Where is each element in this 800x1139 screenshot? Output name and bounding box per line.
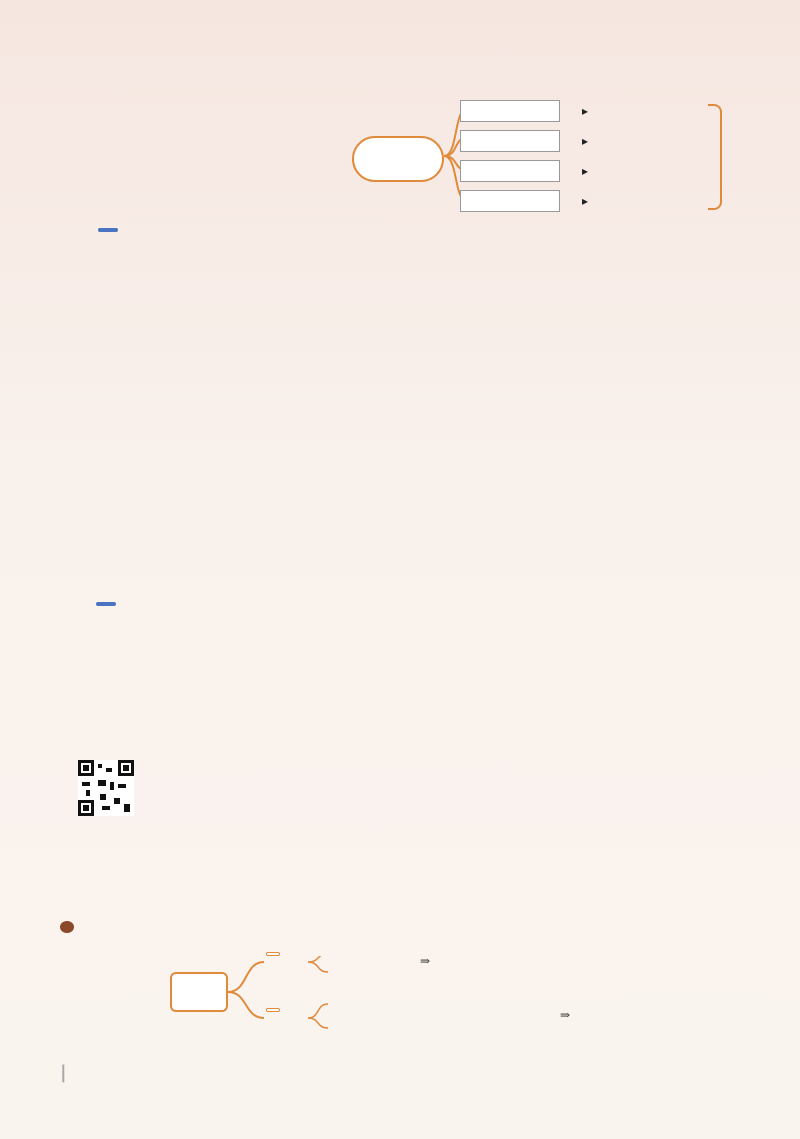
- node-communicate: [266, 1008, 280, 1012]
- annotate-result: ⇒: [420, 954, 431, 968]
- board-leaf-2: ▸: [582, 134, 589, 148]
- board-leaf-3: ▸: [582, 164, 589, 178]
- qr-code[interactable]: [78, 760, 134, 816]
- jue-group: [66, 402, 71, 418]
- distinguish-tag: [96, 602, 116, 606]
- lu-group: [62, 256, 67, 272]
- bullet-icon: [60, 921, 74, 933]
- polyphone-table: [192, 232, 578, 460]
- distinguish-table: [181, 576, 627, 860]
- communicate-result: ⇒: [560, 1008, 571, 1022]
- board-branch-2: [460, 130, 560, 152]
- board-branch-3: [460, 160, 560, 182]
- che-group: [68, 700, 73, 717]
- board-side-brace: [708, 104, 722, 210]
- board-leaf-1: ▸: [582, 104, 589, 118]
- node-annotate: [266, 952, 280, 956]
- board-leaf-4: ▸: [582, 194, 589, 208]
- ai-group: [598, 424, 603, 440]
- a-group: [598, 238, 603, 254]
- solution-frame: [170, 972, 228, 1012]
- exercise-connectors: [228, 956, 348, 1036]
- polyphone-tag: [98, 228, 118, 232]
- board-branch-4: [460, 190, 560, 212]
- exercise-question: [60, 916, 82, 935]
- lian-group: [68, 636, 73, 653]
- board-root: [352, 136, 444, 182]
- qr-pattern-icon: [78, 760, 134, 816]
- page-footer: |: [60, 1062, 67, 1083]
- hong-group: [598, 356, 603, 372]
- board-branch-1: [460, 100, 560, 122]
